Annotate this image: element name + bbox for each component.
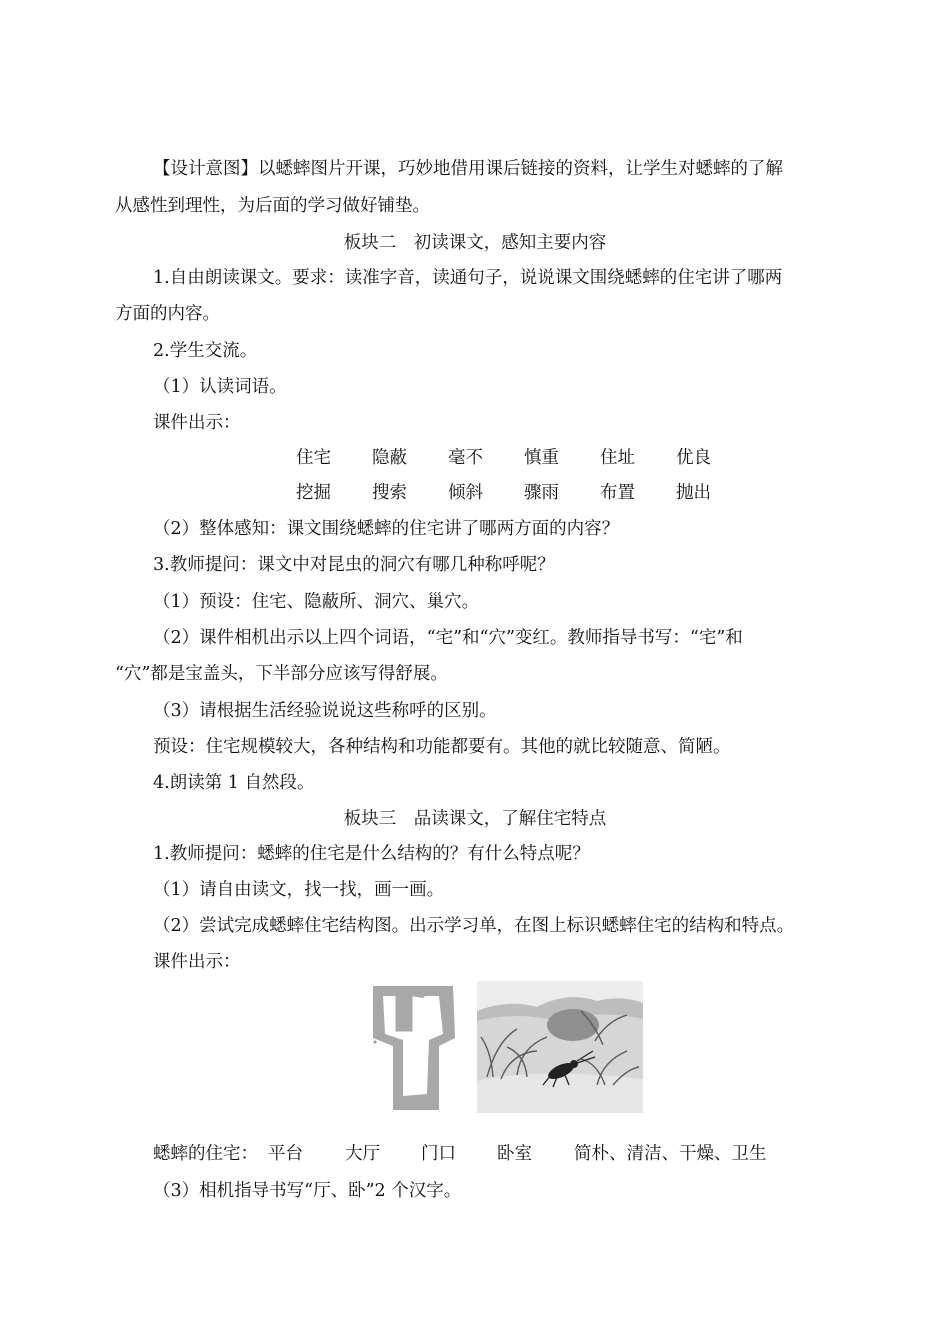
vocab-word: 骤雨 [524, 483, 559, 503]
courseware-label-2: 课件出示： [153, 952, 241, 972]
burrow-structure-diagram [367, 982, 461, 1114]
paragraph-3-3: （3）请根据生活经验说说这些称呼的区别。 [153, 701, 497, 721]
structure-item: 大厅 [345, 1144, 380, 1164]
vocab-word: 抛出 [676, 483, 711, 503]
paragraph-1-line-1: 1.自由朗读课文。要求：读准字音，读通句子，说说课文围绕蟋蟀的住宅讲了哪两 [153, 268, 783, 288]
vocab-word: 毫不 [448, 448, 483, 468]
vocab-word: 挖掘 [296, 483, 331, 503]
courseware-label-1: 课件出示： [153, 413, 241, 433]
vocab-word: 优良 [676, 448, 711, 468]
vocabulary-row-1 [296, 447, 752, 469]
paragraph-3-1: （1）预设：住宅、隐蔽所、洞穴、巢穴。 [153, 592, 480, 612]
paragraph-2: 2.学生交流。 [153, 341, 258, 361]
paragraph-3-preset: 预设：住宅规模较大，各种结构和功能都要有。其他的就比较随意、简陋。 [153, 737, 731, 757]
design-intent-line-2: 从感性到理性，为后面的学习做好铺垫。 [115, 196, 430, 216]
structure-item: 卧室 [497, 1144, 532, 1164]
heading-block-three: 板块三 品读课文，了解住宅特点 [343, 809, 607, 829]
paragraph-2-2: （2）整体感知：课文围绕蟋蟀的住宅讲了哪两方面的内容？ [153, 519, 620, 539]
block3-paragraph-1-1: （1）请自由读文，找一找，画一画。 [153, 880, 445, 900]
paragraph-3-2-line-1: （2）课件相机出示以上四个词语，“宅”和“穴”变红。教师指导书写：“宅”和 [153, 628, 743, 648]
paragraph-4: 4.朗读第 1 自然段。 [153, 773, 315, 793]
block3-paragraph-1: 1.教师提问：蟋蟀的住宅是什么结构的？有什么特点呢？ [153, 844, 590, 864]
vocab-word: 隐蔽 [372, 448, 407, 468]
structure-item: 平台 [268, 1144, 303, 1164]
vocab-word: 住址 [600, 448, 635, 468]
vocab-word: 搜索 [372, 483, 407, 503]
vocabulary-row-2 [296, 482, 752, 504]
heading-block-two: 板块二 初读课文，感知主要内容 [343, 233, 607, 253]
paragraph-1-line-2: 方面的内容。 [115, 304, 220, 324]
paragraph-3-2-line-2: “穴”都是宝盖头，下半部分应该写得舒展。 [115, 664, 448, 684]
cricket-burrow-illustration [477, 981, 643, 1113]
block3-paragraph-1-2: （2）尝试完成蟋蟀住宅结构图。出示学习单，在图上标识蟋蟀住宅的结构和特点。 [153, 916, 795, 936]
structure-label: 蟋蟀的住宅： [153, 1144, 258, 1164]
block3-paragraph-1-3: （3）相机指导书写“厅、卧”2 个汉字。 [153, 1181, 462, 1201]
vocab-word: 住宅 [296, 448, 331, 468]
design-intent-line-1: 【设计意图】以蟋蟀图片开课，巧妙地借用课后链接的资料，让学生对蟋蟀的了解 [153, 159, 783, 179]
vocab-word: 慎重 [524, 448, 559, 468]
paragraph-3: 3.教师提问：课文中对昆虫的洞穴有哪几种称呼呢？ [153, 555, 555, 575]
structure-item: 简朴、清洁、干燥、卫生 [574, 1144, 767, 1164]
vocab-word: 倾斜 [448, 483, 483, 503]
structure-item: 门口 [421, 1144, 456, 1164]
vocab-word: 布置 [600, 483, 635, 503]
paragraph-2-1: （1）认读词语。 [153, 377, 287, 397]
